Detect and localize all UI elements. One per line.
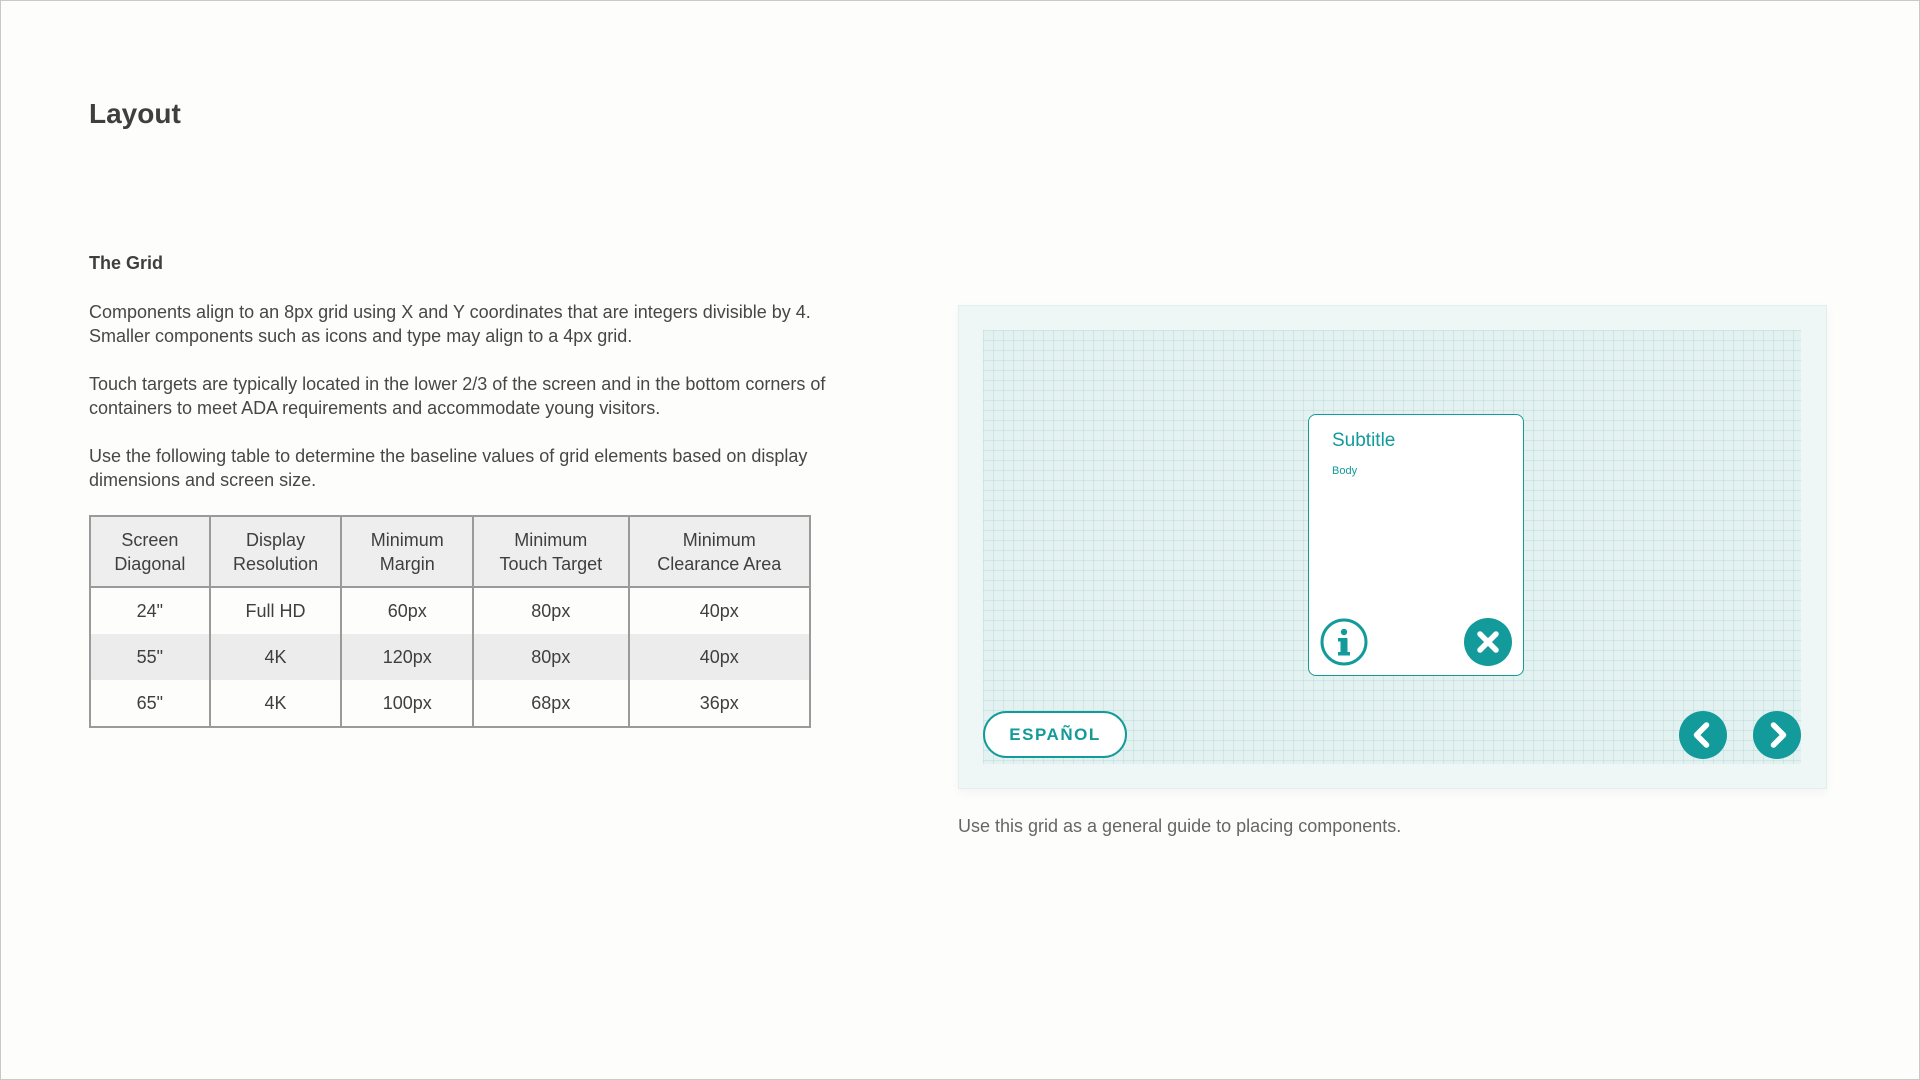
sample-card: [1308, 414, 1524, 676]
close-button[interactable]: [1464, 618, 1512, 666]
table-row: [90, 587, 810, 634]
table-cell: 4K: [210, 680, 342, 727]
header-minimum-clearance-area: Minimum Clearance Area: [629, 516, 810, 587]
table-cell: 4K: [210, 634, 342, 680]
close-icon: [1464, 618, 1512, 666]
chevron-right-icon: [1753, 711, 1801, 759]
table-header-row: [90, 516, 810, 587]
header-minimum-margin: Minimum Margin: [341, 516, 473, 587]
page-title: Layout: [89, 98, 181, 129]
layout-grid-mockup: [958, 305, 1827, 789]
chevron-left-icon: [1679, 711, 1727, 759]
paragraph-touch-targets: Touch targets are typically located in the lower 2/3 of the screen and in the bottom corners of containers to meet ADA requirements and accommodate young visitors.: [89, 374, 826, 418]
header-minimum-touch-target: Minimum Touch Target: [473, 516, 629, 587]
grid-values-table: [89, 515, 811, 728]
table-cell: 65": [90, 680, 210, 727]
table-cell: 40px: [629, 587, 810, 634]
card-body: Body: [1332, 465, 1358, 477]
table-cell: 100px: [341, 680, 473, 727]
table-cell: 36px: [629, 680, 810, 727]
table-cell: 120px: [341, 634, 473, 680]
table-row: [90, 680, 810, 727]
paragraph-grid-alignment: Components align to an 8px grid using X and Y coordinates that are integers divisible by 4. Smaller components such as icons and type may align to a 4px grid.: [89, 302, 811, 346]
card-subtitle: Subtitle: [1332, 430, 1396, 451]
grid-overlay: [983, 330, 1801, 764]
table-row: [90, 634, 810, 680]
previous-button[interactable]: [1679, 711, 1727, 759]
header-screen-diagonal: Screen Diagonal: [90, 516, 210, 587]
table-cell: 80px: [473, 634, 629, 680]
table-cell: 24": [90, 587, 210, 634]
next-button[interactable]: [1753, 711, 1801, 759]
table-cell: 55": [90, 634, 210, 680]
info-button[interactable]: [1320, 618, 1368, 666]
language-toggle-button[interactable]: ESPAÑOL: [983, 711, 1127, 758]
section-heading: The Grid: [89, 253, 164, 273]
table-cell: 80px: [473, 587, 629, 634]
header-display-resolution: Display Resolution: [210, 516, 342, 587]
table-cell: 68px: [473, 680, 629, 727]
table-cell: 60px: [341, 587, 473, 634]
table-cell: 40px: [629, 634, 810, 680]
paragraph-table-intro: Use the following table to determine the baseline values of grid elements based on display dimensions and screen size.: [89, 446, 808, 490]
mockup-caption: Use this grid as a general guide to placing components.: [958, 816, 1402, 836]
table-cell: Full HD: [210, 587, 342, 634]
info-icon: [1320, 618, 1368, 666]
